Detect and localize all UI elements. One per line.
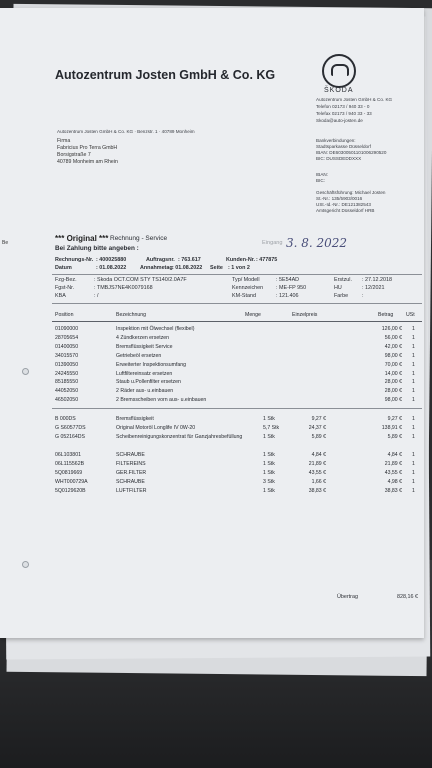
cell-position: 46502050 bbox=[55, 397, 79, 404]
cell-description: 4 Zündkerzen ersetzen bbox=[116, 334, 170, 341]
table-row bbox=[0, 335, 424, 343]
table-row bbox=[0, 388, 424, 396]
kennzeichen-value: : ME-FP 950 bbox=[276, 285, 307, 291]
cell-position: 01090000 bbox=[55, 326, 79, 332]
cell-position: 24245550 bbox=[55, 370, 79, 377]
cell-position: 01390050 bbox=[55, 361, 79, 368]
bank-line: Geschäftsführung: Michael Josten bbox=[316, 190, 386, 195]
erstzul-value: : 27.12.2018 bbox=[362, 277, 392, 283]
contact-line: Autozentrum Josten GmbH & Co. KG bbox=[316, 97, 393, 102]
cell-description: FILTEREINS bbox=[116, 460, 146, 467]
typ-label: Typ/ Modell bbox=[232, 277, 260, 283]
annahme-value: : 01.08.2022 bbox=[172, 265, 203, 271]
cell-position: 06L115562B bbox=[55, 460, 85, 467]
cell-description: 2 Räder aus- u.einbauen bbox=[116, 388, 174, 395]
cell-vat: 1 bbox=[412, 334, 415, 341]
cell-position: 85185550 bbox=[55, 379, 79, 386]
cell-position: 06L103801 bbox=[55, 451, 81, 458]
cell-vat: 1 bbox=[412, 433, 415, 440]
cell-position: 28705654 bbox=[55, 334, 79, 341]
bank-line: Stadtsparkasse Düsseldorf bbox=[316, 144, 371, 149]
cell-description: Inspektion mit Ölwechsel (flexibel) bbox=[116, 326, 195, 332]
col-bezeichnung: Bezeichnung bbox=[116, 312, 146, 318]
cell-description: SCHRAUBE bbox=[116, 451, 145, 458]
bank-line: BIC: DUSSDEDDXXX bbox=[316, 156, 362, 161]
received-stamp: Eingang bbox=[262, 240, 283, 246]
cell-vat: 1 bbox=[412, 343, 415, 350]
cell-amount: 9,27 € bbox=[387, 416, 402, 423]
annahme-label: Annahmetag bbox=[140, 265, 173, 271]
cell-amount: 28,00 € bbox=[384, 379, 402, 386]
invoice-page bbox=[0, 8, 424, 638]
uebertrag-value: 828,16 € bbox=[397, 594, 418, 600]
cell-unit-price: 9,27 € bbox=[311, 416, 326, 423]
cell-vat: 1 bbox=[412, 451, 415, 458]
cell-quantity: 1 Stk bbox=[263, 460, 275, 467]
bank-line: St.-Nr.: 135/5903/0016 bbox=[316, 196, 363, 201]
cell-unit-price: 38,83 € bbox=[308, 487, 326, 494]
cell-amount: 98,00 € bbox=[384, 352, 402, 359]
cell-unit-price: 4,84 € bbox=[311, 451, 326, 458]
bank-line: BIC: bbox=[316, 178, 325, 183]
divider bbox=[52, 274, 422, 275]
cell-position: G S60577DS bbox=[55, 425, 86, 431]
farbe-value: : bbox=[362, 293, 364, 299]
divider bbox=[52, 321, 422, 322]
cell-description: Bremsflüssigkeit Service bbox=[116, 343, 173, 350]
cell-vat: 1 bbox=[412, 352, 415, 359]
uebertrag-label: Übertrag bbox=[337, 594, 358, 600]
cell-unit-price: 5,89 € bbox=[311, 433, 326, 440]
cell-amount: 38,83 € bbox=[384, 487, 402, 494]
table-row bbox=[0, 371, 424, 379]
kunden-label: Kunden-Nr. bbox=[226, 257, 256, 263]
cell-amount: 126,00 € bbox=[381, 326, 402, 332]
cell-description: Scheibenreinigungskonzentrat für Ganzjahresbefüllung bbox=[116, 433, 243, 440]
cell-amount: 98,00 € bbox=[384, 397, 402, 404]
cell-amount: 4,98 € bbox=[387, 478, 402, 485]
table-row bbox=[0, 326, 424, 334]
cell-vat: 1 bbox=[412, 416, 415, 423]
col-betrag: Betrag bbox=[378, 312, 394, 318]
cell-amount: 43,55 € bbox=[384, 469, 402, 476]
cell-vat: 1 bbox=[412, 361, 415, 368]
recipient-line-2: Fabricius Pro Terra GmbH bbox=[57, 145, 118, 151]
cell-description: Original Motoröl Longlife IV 0W-20 bbox=[116, 425, 196, 431]
table-row bbox=[0, 434, 424, 442]
company-name: Autozentrum Josten GmbH & Co. KG bbox=[55, 68, 276, 82]
fzg-label: Fzg-Bez. bbox=[55, 277, 77, 283]
cell-position: 34015570 bbox=[55, 352, 79, 359]
auftrag-label: Auftragsnr. bbox=[146, 257, 175, 263]
cell-amount: 138,91 € bbox=[381, 425, 402, 431]
kba-label: KBA bbox=[55, 293, 66, 299]
hu-label: HU bbox=[334, 285, 342, 291]
cell-amount: 42,00 € bbox=[384, 343, 402, 350]
cell-description: GER.FILTER bbox=[116, 469, 147, 476]
divider bbox=[52, 408, 422, 409]
cell-quantity: 5,7 Stk bbox=[263, 425, 280, 431]
recipient-line-1: Firma bbox=[57, 138, 71, 144]
cell-vat: 1 bbox=[412, 379, 415, 386]
cell-amount: 4,84 € bbox=[387, 451, 402, 458]
cell-description: SCHRAUBE bbox=[116, 478, 145, 485]
cell-quantity: 1 Stk bbox=[263, 469, 275, 476]
bank-line: Amtsgericht Düsseldorf HRB bbox=[316, 208, 375, 213]
cell-position: 01400050 bbox=[55, 343, 79, 350]
cell-position: 5Q0129620B bbox=[55, 487, 86, 494]
farbe-label: Farbe bbox=[334, 293, 349, 299]
cell-unit-price: 43,55 € bbox=[308, 469, 326, 476]
cell-vat: 1 bbox=[412, 397, 415, 404]
col-menge: Menge bbox=[245, 312, 261, 318]
bank-line: IBAN: DE60300501101006290520 bbox=[316, 150, 387, 155]
cell-description: Erweiterter Inspektionsumfang bbox=[116, 361, 187, 368]
typ-value: : 5E54AD bbox=[276, 277, 300, 283]
cell-description: Luftfiltereinsatz ersetzen bbox=[116, 370, 173, 377]
cell-vat: 1 bbox=[412, 469, 415, 476]
cell-quantity: 1 Stk bbox=[263, 433, 275, 440]
cell-amount: 5,89 € bbox=[387, 433, 402, 440]
hu-value: : 12/2021 bbox=[362, 285, 385, 291]
col-ust: USt bbox=[406, 312, 415, 318]
contact-line: Skoda@auto-josten.de bbox=[316, 118, 363, 123]
cell-quantity: 3 Stk bbox=[263, 478, 275, 485]
fgst-label: Fgst-Nr. bbox=[55, 285, 75, 291]
cell-quantity: 1 Stk bbox=[263, 451, 275, 458]
kunden-value: : 477875 bbox=[256, 257, 278, 263]
cell-vat: 1 bbox=[412, 326, 415, 332]
divider bbox=[52, 303, 422, 304]
seite-label: Seite bbox=[210, 265, 223, 271]
table-row bbox=[0, 488, 424, 496]
col-position: Position bbox=[55, 312, 74, 318]
punch-hole bbox=[22, 368, 29, 375]
seite-value: : 1 von 2 bbox=[228, 265, 250, 271]
cell-position: B 000DS bbox=[55, 416, 76, 423]
cell-amount: 21,89 € bbox=[384, 460, 402, 467]
cell-position: 44052050 bbox=[55, 388, 79, 395]
kennzeichen-label: Kennzeichen bbox=[232, 285, 264, 291]
cell-vat: 1 bbox=[412, 460, 415, 467]
cell-description: Staub u.Pollenfilter ersetzen bbox=[116, 379, 181, 386]
cell-quantity: 1 Stk bbox=[263, 416, 275, 423]
punch-hole bbox=[22, 561, 29, 568]
cell-amount: 70,00 € bbox=[384, 361, 402, 368]
cell-vat: 1 bbox=[412, 425, 415, 431]
brand-text: ŠKODA bbox=[324, 87, 354, 94]
pay-note: Bei Zahlung bitte angeben : bbox=[55, 245, 139, 252]
contact-line: Telefon 02173 / 940 33 - 0 bbox=[316, 104, 370, 109]
auftrag-value: : 763.617 bbox=[178, 257, 201, 263]
table-header bbox=[0, 312, 424, 320]
cell-position: 5Q0819669 bbox=[55, 469, 83, 476]
table-row bbox=[0, 470, 424, 478]
table-row bbox=[0, 452, 424, 460]
rechnungs-value: : 400025880 bbox=[96, 257, 127, 263]
cell-vat: 1 bbox=[412, 478, 415, 485]
cell-description: LUFTFILTER bbox=[116, 487, 147, 494]
col-einzelpreis: Einzelpreis bbox=[292, 312, 318, 318]
bank-line: IBAN: bbox=[316, 172, 328, 177]
cell-description: Getriebeöl ersetzen bbox=[116, 352, 162, 359]
rechnungs-label: Rechnungs-Nr. bbox=[55, 257, 94, 263]
cell-unit-price: 21,89 € bbox=[308, 460, 326, 467]
cell-vat: 1 bbox=[412, 388, 415, 395]
cell-description: Bremsflüssigkeit bbox=[116, 416, 154, 423]
cell-position: WHT000729A bbox=[55, 478, 88, 485]
datum-value: : 01.08.2022 bbox=[96, 265, 127, 271]
km-value: : 121.406 bbox=[276, 293, 299, 299]
original-heading: *** Original *** bbox=[55, 234, 109, 243]
bank-line: Bankverbindungen: bbox=[316, 138, 356, 143]
cell-unit-price: 1,66 € bbox=[311, 478, 326, 485]
contact-line: Telefax 02173 / 940 33 - 33 bbox=[316, 111, 372, 116]
km-label: KM-Stand bbox=[232, 293, 256, 299]
invoice-type: Rechnung - Service bbox=[110, 235, 168, 242]
table-row bbox=[0, 379, 424, 387]
table-row bbox=[0, 397, 424, 405]
erstzul-label: Erstzul. bbox=[334, 277, 352, 283]
skoda-logo-icon bbox=[322, 54, 356, 88]
cell-description: 2 Bremsscheiben vorn aus- u.einbauen bbox=[116, 397, 207, 404]
cell-amount: 56,00 € bbox=[384, 334, 402, 341]
margin-mark: Be bbox=[2, 240, 9, 246]
table-row bbox=[0, 353, 424, 361]
bank-line: USt.-Id.-Nr.: DE121382543 bbox=[316, 202, 371, 207]
cell-vat: 1 bbox=[412, 487, 415, 494]
recipient-line-4: 40789 Monheim am Rhein bbox=[57, 159, 118, 165]
fgst-value: : TMBJS7NE4K0079168 bbox=[94, 285, 153, 291]
table-row bbox=[0, 461, 424, 469]
cell-position: G 052164DS bbox=[55, 433, 85, 440]
kba-value: : / bbox=[94, 293, 99, 299]
cell-vat: 1 bbox=[412, 370, 415, 377]
cell-quantity: 1 Stk bbox=[263, 487, 275, 494]
table-row bbox=[0, 362, 424, 370]
datum-label: Datum bbox=[55, 265, 72, 271]
table-row bbox=[0, 344, 424, 352]
table-row bbox=[0, 479, 424, 487]
sender-line: Autozentrum Josten GmbH & Co. KG · Benzstr. 1 · 40789 Monheim bbox=[57, 129, 195, 134]
fzg-value: : Skoda OCT.COM STY TS140/2.0A7F bbox=[94, 277, 187, 283]
cell-amount: 28,00 € bbox=[384, 388, 402, 395]
cell-unit-price: 24,37 € bbox=[308, 425, 326, 431]
table-row bbox=[0, 425, 424, 433]
handwritten-date: 3. 8. 2022 bbox=[286, 236, 348, 250]
recipient-line-3: Borsigstraße 7 bbox=[57, 152, 91, 158]
cell-amount: 14,00 € bbox=[384, 370, 402, 377]
table-row bbox=[0, 416, 424, 424]
